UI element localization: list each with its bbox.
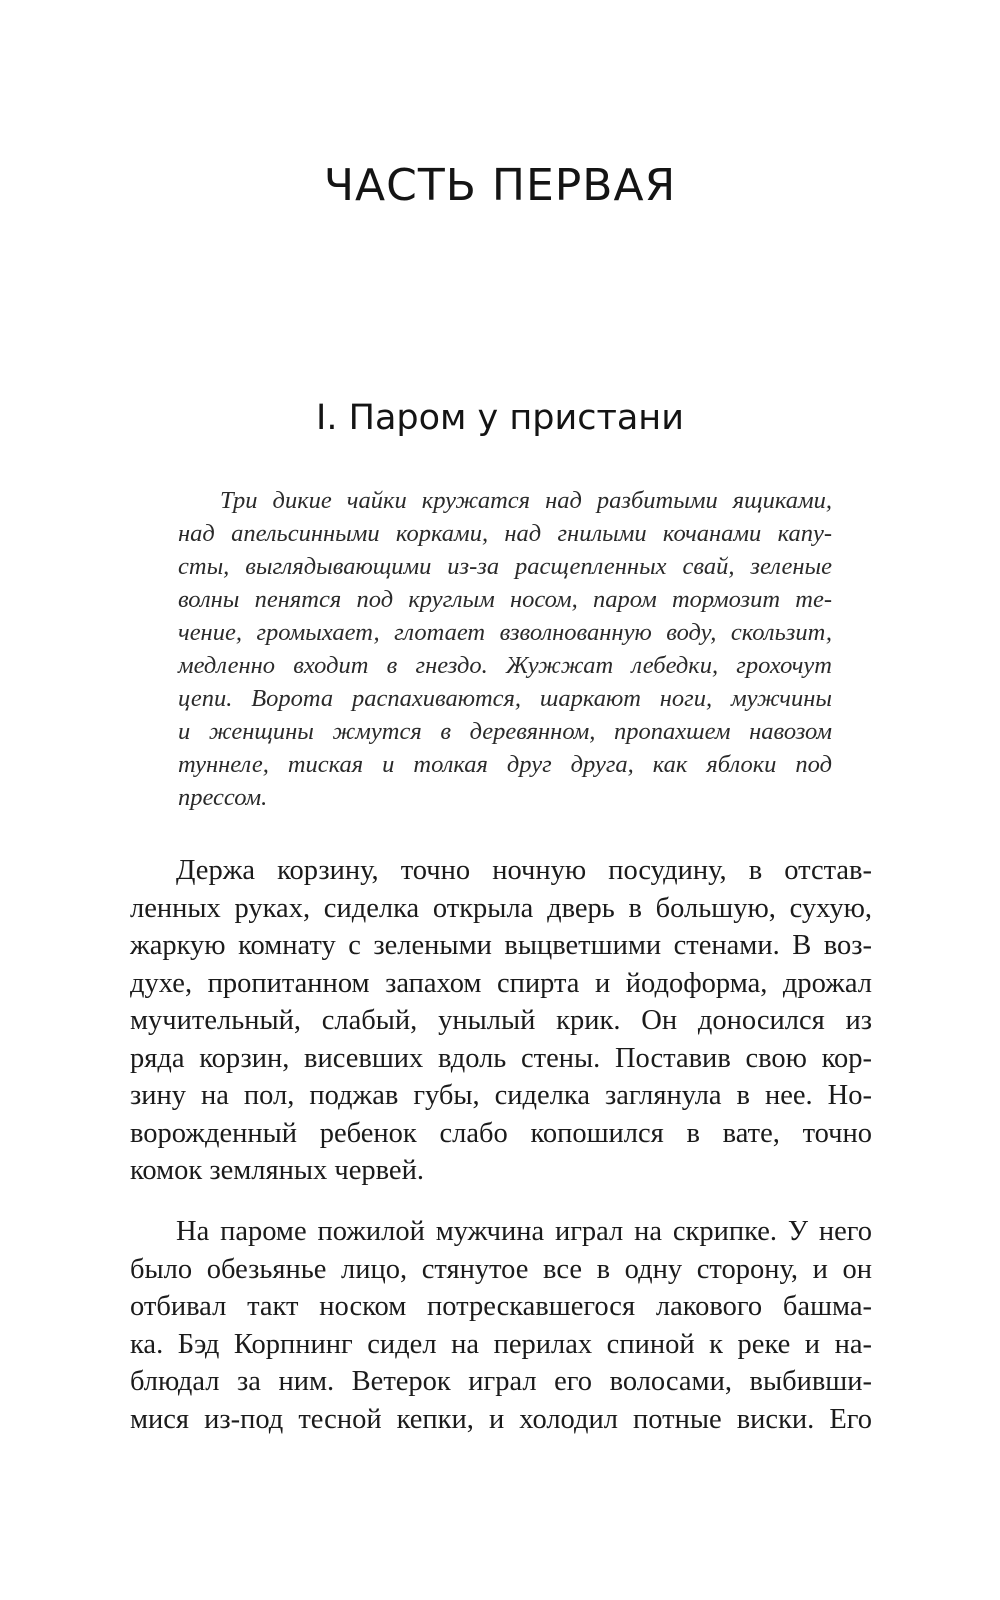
- epigraph: [178, 484, 832, 814]
- part-title: ЧАСТЬ ПЕРВАЯ: [323, 160, 677, 211]
- paragraph-line: мучительный, слабый, унылый крик. Он доносился из: [130, 1005, 872, 1036]
- paragraph-line: блюдал за ним. Ветерок играл его волосами, выбивши-: [130, 1366, 872, 1397]
- paragraph-2: [130, 1213, 872, 1438]
- paragraph-line: ка. Бэд Корпнинг сидел на перилах спиной к реке и на-: [130, 1328, 872, 1360]
- epigraph-line: волны пенятся под круглым носом, паром тормозит те-: [178, 586, 832, 613]
- paragraph-1: [130, 852, 872, 1190]
- paragraph-line: жаркую комнату с зелеными выцветшими стенами. В воз-: [130, 930, 872, 961]
- epigraph-line: прессом.: [178, 784, 268, 811]
- paragraph-line: Держа корзину, точно ночную посудину, в отстав-: [176, 855, 872, 886]
- paragraph-line: зину на пол, поджав губы, сиделка заглянула в нее. Но-: [130, 1080, 872, 1111]
- epigraph-line: Три дикие чайки кружатся над разбитыми ящиками,: [220, 487, 832, 514]
- epigraph-line: и женщины жмутся в деревянном, пропахшем навозом: [178, 718, 832, 745]
- paragraph-line: ряда корзин, висевших вдоль стены. Поставив свою кор-: [130, 1042, 872, 1074]
- epigraph-line: туннеле, тиская и толкая друг друга, как яблоки под: [178, 751, 832, 778]
- paragraph-line: мися из-под тесной кепки, и холодил потные виски. Его: [130, 1403, 872, 1435]
- paragraph-line: ворожденный ребенок слабо копошился в вате, точно: [130, 1117, 872, 1149]
- epigraph-line: медленно входит в гнездо. Жужжат лебедки, грохочут: [178, 652, 832, 679]
- paragraph-line: комок земляных червей.: [130, 1155, 424, 1186]
- paragraph-line: ленных руках, сиделка открыла дверь в большую, сухую,: [130, 892, 872, 924]
- paragraph-line: отбивал такт носком потрескавшегося лакового башма-: [130, 1291, 872, 1322]
- epigraph-line: сты, выглядывающими из-за расщепленных свай, зеленые: [178, 553, 832, 580]
- paragraph-line: На пароме пожилой мужчина играл на скрипке. У него: [176, 1216, 872, 1247]
- paragraph-line: было обезьянье лицо, стянутое все в одну сторону, и он: [130, 1253, 872, 1285]
- chapter-title: I. Паром у пристани: [316, 398, 684, 438]
- epigraph-line: чение, громыхает, глотает взволнованную воду, скользит,: [178, 619, 832, 646]
- epigraph-line: над апельсинными корками, над гнилыми кочанами капу-: [178, 520, 832, 547]
- epigraph-line: цепи. Ворота распахиваются, шаркают ноги, мужчины: [178, 685, 832, 712]
- paragraph-line: духе, пропитанном запахом спирта и йодоформа, дрожал: [130, 967, 872, 999]
